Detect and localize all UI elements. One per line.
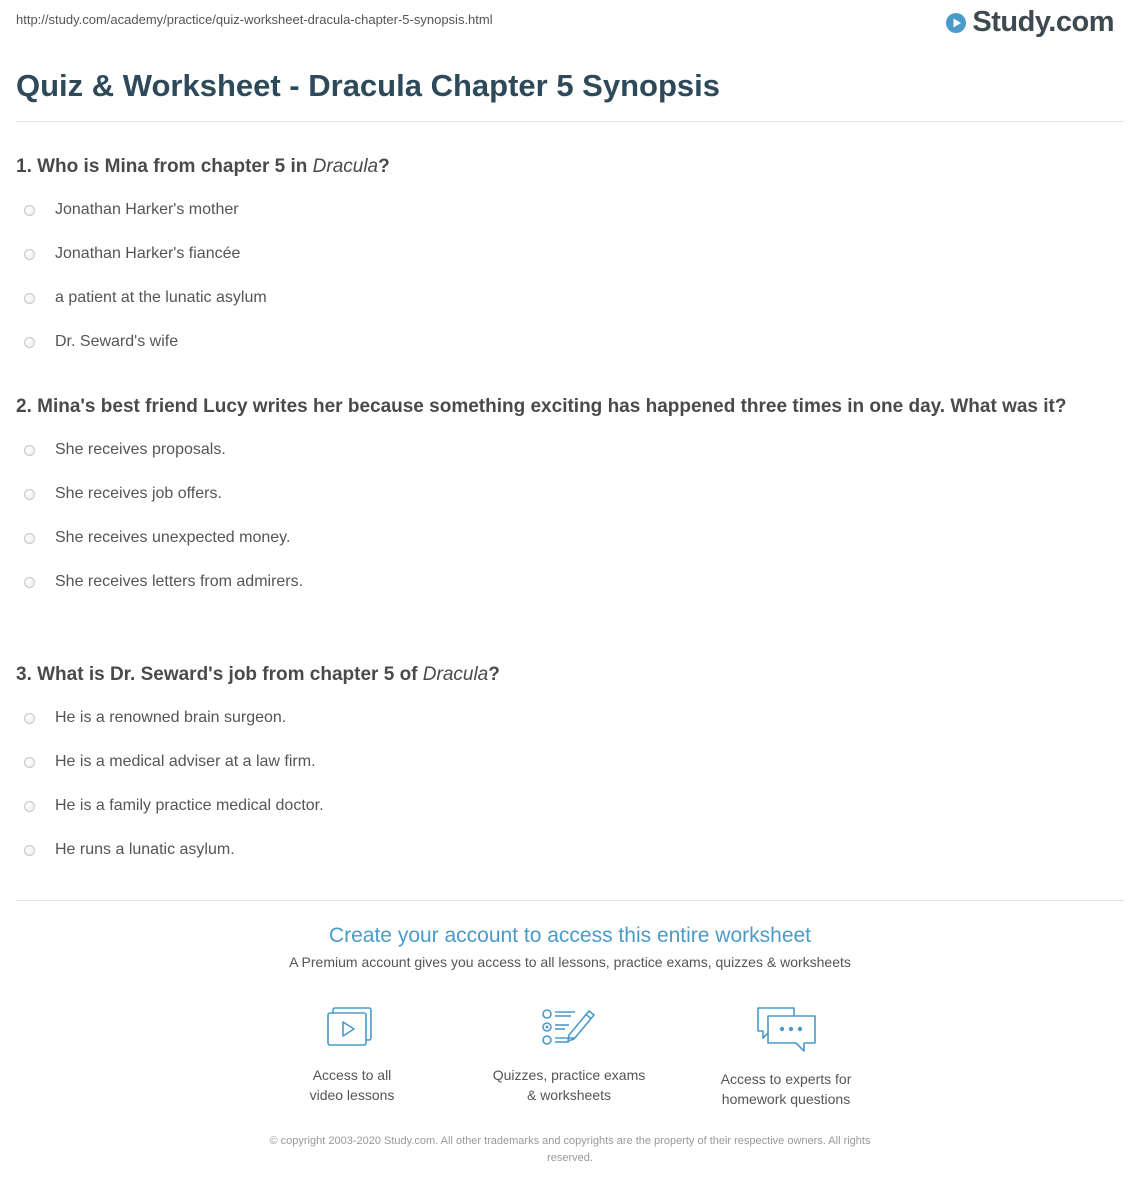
radio-button[interactable] [24, 337, 35, 348]
cta-title[interactable]: Create your account to access this entire worksheet [328, 924, 812, 947]
feature-video-line1: Access to all [312, 1067, 392, 1083]
copyright-line1: © copyright 2003-2020 Study.com. All other trademarks and copyrights are the property of their respective owners. All rights [269, 1135, 871, 1147]
radio-button[interactable] [24, 801, 35, 812]
chat-bubbles-icon [754, 1005, 818, 1055]
radio-button[interactable] [24, 205, 35, 216]
answer-option[interactable]: She receives unexpected money. [16, 516, 1124, 560]
logo-text: Study.com [972, 6, 1114, 38]
radio-button[interactable] [24, 757, 35, 768]
answer-option[interactable]: a patient at the lunatic asylum [16, 276, 1124, 320]
question-3-text: 3. What is Dr. Seward's job from chapter 5 of Dracula? [16, 664, 500, 685]
question-3 [16, 661, 1124, 872]
answer-option[interactable]: He is a renowned brain surgeon. [16, 696, 1124, 740]
feature-video-line2: video lessons [309, 1087, 395, 1103]
radio-button[interactable] [24, 713, 35, 724]
title-divider [16, 121, 1124, 122]
feature-experts-line2: homework questions [721, 1091, 851, 1107]
study-logo[interactable] [945, 6, 1114, 39]
radio-button[interactable] [24, 445, 35, 456]
radio-button[interactable] [24, 533, 35, 544]
feature-video-lessons [252, 1005, 452, 1105]
feature-quizzes-line2: & worksheets [526, 1087, 612, 1103]
feature-quizzes-line1: Quizzes, practice exams [492, 1067, 646, 1083]
feature-experts [686, 1005, 886, 1109]
question-2-text: 2. Mina's best friend Lucy writes her because something exciting has happened three times in one day. What was it? [16, 396, 1067, 417]
question-1-text: 1. Who is Mina from chapter 5 in Dracula? [16, 156, 390, 177]
feature-quizzes [469, 1005, 669, 1105]
radio-button[interactable] [24, 249, 35, 260]
answer-option[interactable]: She receives letters from admirers. [16, 560, 1124, 604]
video-lessons-icon [324, 1005, 380, 1051]
answer-option[interactable]: She receives job offers. [16, 472, 1124, 516]
copyright-line2: reserved. [547, 1152, 593, 1164]
feature-experts-line1: Access to experts for [720, 1071, 852, 1087]
copyright [0, 1133, 1140, 1167]
answer-option[interactable]: She receives proposals. [16, 428, 1124, 472]
answer-option[interactable]: Jonathan Harker's fiancée [16, 232, 1124, 276]
radio-button[interactable] [24, 577, 35, 588]
radio-button[interactable] [24, 489, 35, 500]
cta-subtitle: A Premium account gives you access to all lessons, practice exams, quizzes & worksheets [289, 954, 851, 970]
answer-option[interactable]: He runs a lunatic asylum. [16, 828, 1124, 872]
answer-option[interactable]: He is a medical adviser at a law firm. [16, 740, 1124, 784]
cta-divider [16, 900, 1124, 901]
answer-option[interactable]: Jonathan Harker's mother [16, 188, 1124, 232]
page-title: Quiz & Worksheet - Dracula Chapter 5 Synopsis [16, 68, 720, 103]
answer-option[interactable]: Dr. Seward's wife [16, 320, 1124, 364]
quiz-checklist-icon [539, 1005, 599, 1051]
premium-cta [0, 924, 1140, 970]
play-logo-icon [945, 12, 967, 34]
answer-option[interactable]: He is a family practice medical doctor. [16, 784, 1124, 828]
question-1 [16, 153, 1124, 364]
radio-button[interactable] [24, 293, 35, 304]
page-url: http://study.com/academy/practice/quiz-worksheet-dracula-chapter-5-synopsis.html [16, 12, 493, 27]
question-2 [16, 393, 1124, 604]
radio-button[interactable] [24, 845, 35, 856]
